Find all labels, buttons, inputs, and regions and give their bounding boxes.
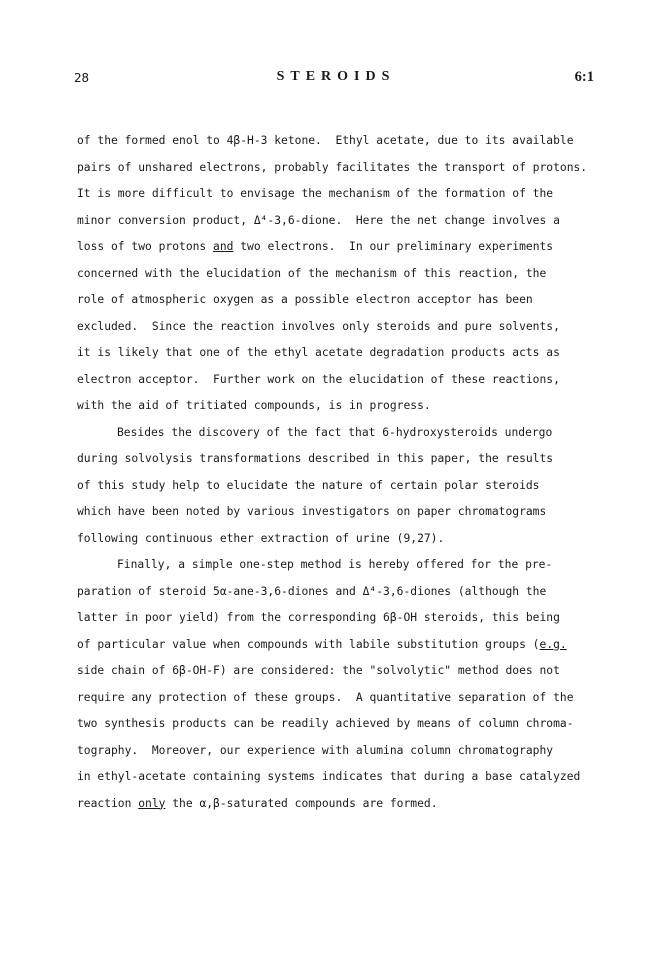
text-line: of the formed enol to 4β-H-3 ketone. Ethyl acetate, due to its available bbox=[77, 134, 574, 147]
text-line: side chain of 6β-OH-F) are considered: the "solvolytic" method does not bbox=[77, 664, 560, 677]
text-line: two synthesis products can be readily achieved by means of column chroma- bbox=[77, 717, 574, 730]
text-line: latter in poor yield) from the corresponding 6β-OH steroids, this being bbox=[77, 611, 560, 624]
chapter-number: 6:1 bbox=[574, 69, 594, 85]
body-text bbox=[77, 128, 637, 817]
text-line: following continuous ether extraction of urine (9,27). bbox=[77, 531, 445, 545]
text-line: Finally, a simple one-step method is hereby offered for the pre- bbox=[117, 558, 553, 571]
running-title: STEROIDS bbox=[276, 69, 396, 84]
text-line: it is likely that one of the ethyl acetate degradation products acts as bbox=[77, 346, 560, 359]
text-line: concerned with the elucidation of the mechanism of this reaction, the bbox=[77, 266, 547, 280]
underlined-word: e.g. bbox=[539, 637, 567, 651]
paragraph bbox=[77, 420, 637, 553]
text-line: in ethyl-acetate containing systems indicates that during a base catalyzed bbox=[77, 770, 581, 783]
text-line: which have been noted by various investigators on paper chromatograms bbox=[77, 505, 547, 518]
text-line: role of atmospheric oxygen as a possible electron acceptor has been bbox=[77, 293, 533, 306]
text-line: during solvolysis transformations described in this paper, the results bbox=[77, 452, 554, 465]
text-line: tography. Moreover, our experience with alumina column chromatography bbox=[77, 743, 554, 757]
text-line: electron acceptor. Further work on the elucidation of these reactions, bbox=[77, 372, 560, 386]
text-line-underlined-eg: of particular value when compounds with labile substitution groups (e.g. bbox=[77, 637, 567, 651]
page-header bbox=[0, 70, 672, 88]
text-line: paration of steroid 5α-ane-3,6-diones and Δ⁴-3,6-diones (although the bbox=[77, 584, 547, 598]
text-line: pairs of unshared electrons, probably facilitates the transport of protons. bbox=[77, 160, 588, 174]
text-line: with the aid of tritiated compounds, is in progress. bbox=[77, 399, 431, 412]
text-line: It is more difficult to envisage the mechanism of the formation of the bbox=[77, 187, 554, 200]
text-line: excluded. Since the reaction involves only steroids and pure solvents, bbox=[77, 319, 560, 333]
text-line: Besides the discovery of the fact that 6-hydroxysteroids undergo bbox=[117, 425, 553, 439]
page-number: 28 bbox=[74, 70, 90, 85]
underlined-word: and bbox=[213, 240, 234, 253]
underlined-word: only bbox=[138, 796, 166, 810]
text-line: minor conversion product, Δ⁴-3,6-dione. Here the net change involves a bbox=[77, 213, 560, 227]
text-line: require any protection of these groups. A quantitative separation of the bbox=[77, 690, 574, 704]
paragraph bbox=[77, 128, 637, 420]
paragraph bbox=[77, 552, 637, 817]
text-line-underlined-only: reaction only the α,β-saturated compounds are formed. bbox=[77, 796, 438, 810]
text-line: of this study help to elucidate the nature of certain polar steroids bbox=[77, 478, 540, 492]
text-line-underlined-and: loss of two protons and two electrons. In our preliminary experiments bbox=[77, 240, 554, 253]
